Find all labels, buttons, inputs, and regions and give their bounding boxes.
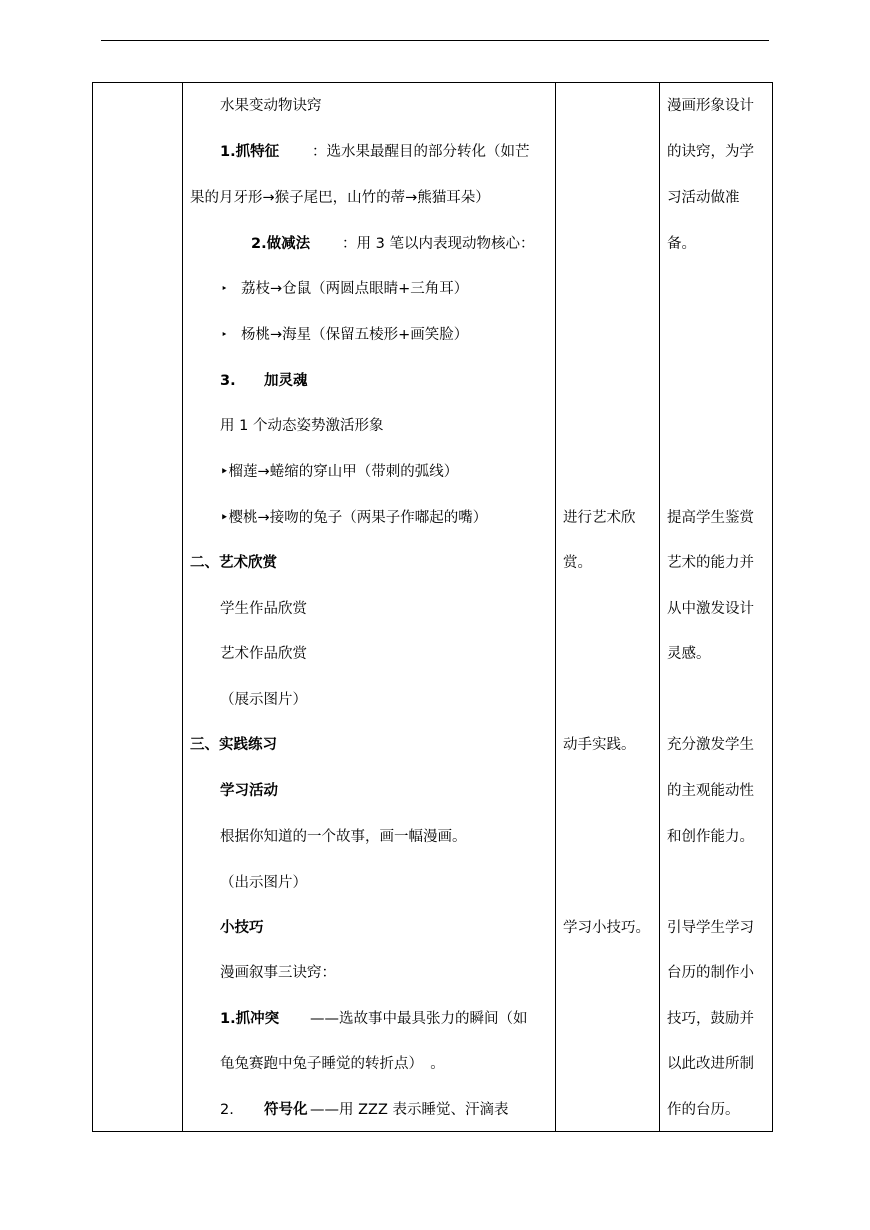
tip-label: 加灵魂: [264, 373, 308, 389]
intent-line: 引导学生学习: [667, 920, 754, 936]
content-line: ：选水果最醒目的部分转化（如芒: [312, 144, 530, 160]
tip-label: 1.抓特征: [220, 144, 280, 160]
content-line: （展示图片）: [220, 692, 307, 708]
column-divider-3: [659, 83, 660, 1131]
tip-label: 1.抓冲突: [220, 1011, 280, 1027]
content-line: （出示图片）: [220, 875, 307, 891]
student-line: 赏。: [563, 555, 592, 571]
intent-line: 灵感。: [667, 646, 711, 662]
intent-line: 技巧，鼓励并: [667, 1011, 754, 1027]
student-line: 进行艺术欣: [563, 510, 636, 526]
student-line: 动手实践。: [563, 737, 636, 753]
intent-line: 充分激发学生: [667, 737, 754, 753]
content-line: 学生作品欣赏: [220, 601, 307, 617]
intent-line: 漫画形象设计: [667, 98, 754, 114]
content-line: 果的月牙形→猴子尾巴，山竹的蒂→熊猫耳朵）: [190, 190, 490, 206]
student-line: 学习小技巧。: [563, 920, 650, 936]
bullet-icon: ‣: [221, 328, 228, 341]
tip-label: 2.做减法: [251, 236, 311, 252]
intent-line: 作的台历。: [667, 1102, 740, 1118]
intent-line: 台历的制作小: [667, 965, 754, 981]
sub-heading: 小技巧: [220, 920, 264, 936]
section-heading: 三、实践练习: [190, 737, 277, 753]
column-divider-2: [555, 83, 556, 1131]
content-line: 杨桃→海星（保留五棱形+画笑脸）: [241, 327, 469, 343]
intent-line: 从中激发设计: [667, 601, 754, 617]
tip-number: 3.: [220, 373, 236, 389]
sub-heading: 学习活动: [220, 783, 278, 799]
content-line: ：用 3 笔以内表现动物核心：: [342, 236, 535, 252]
content-line: ——用 ZZZ 表示睡觉、汗滴表: [310, 1102, 509, 1118]
intent-line: 提高学生鉴赏: [667, 510, 754, 526]
content-line: ‣榴莲→蜷缩的穿山甲（带刺的弧线）: [220, 464, 459, 480]
intent-line: 备。: [667, 236, 696, 252]
content-line: 荔枝→仓鼠（两圆点眼睛+三角耳）: [241, 281, 469, 297]
section-heading: 二、艺术欣赏: [190, 555, 277, 571]
intent-line: 艺术的能力并: [667, 555, 754, 571]
intent-line: 的诀窍，为学: [667, 144, 754, 160]
content-line: 根据你知道的一个故事，画一幅漫画。: [220, 829, 467, 845]
content-line: 漫画叙事三诀窍：: [220, 965, 336, 981]
intent-line: 习活动做准: [667, 190, 740, 206]
content-line: 艺术作品欣赏: [220, 646, 307, 662]
content-line: 用 1 个动态姿势激活形象: [220, 418, 384, 434]
column-divider-1: [182, 83, 183, 1131]
intent-line: 以此改进所制: [667, 1056, 754, 1072]
tip-number: 2.: [220, 1102, 234, 1118]
content-line: 龟兔赛跑中兔子睡觉的转折点） 。: [220, 1056, 445, 1072]
intent-line: 的主观能动性: [667, 783, 754, 799]
tip-label: 符号化: [264, 1102, 308, 1118]
content-line: 水果变动物诀窍: [220, 98, 322, 114]
content-line: ‣樱桃→接吻的兔子（两果子作嘟起的嘴）: [220, 510, 488, 526]
bullet-icon: ‣: [221, 282, 228, 295]
intent-line: 和创作能力。: [667, 829, 754, 845]
header-rule: [101, 40, 769, 41]
content-line: ——选故事中最具张力的瞬间（如: [310, 1011, 528, 1027]
